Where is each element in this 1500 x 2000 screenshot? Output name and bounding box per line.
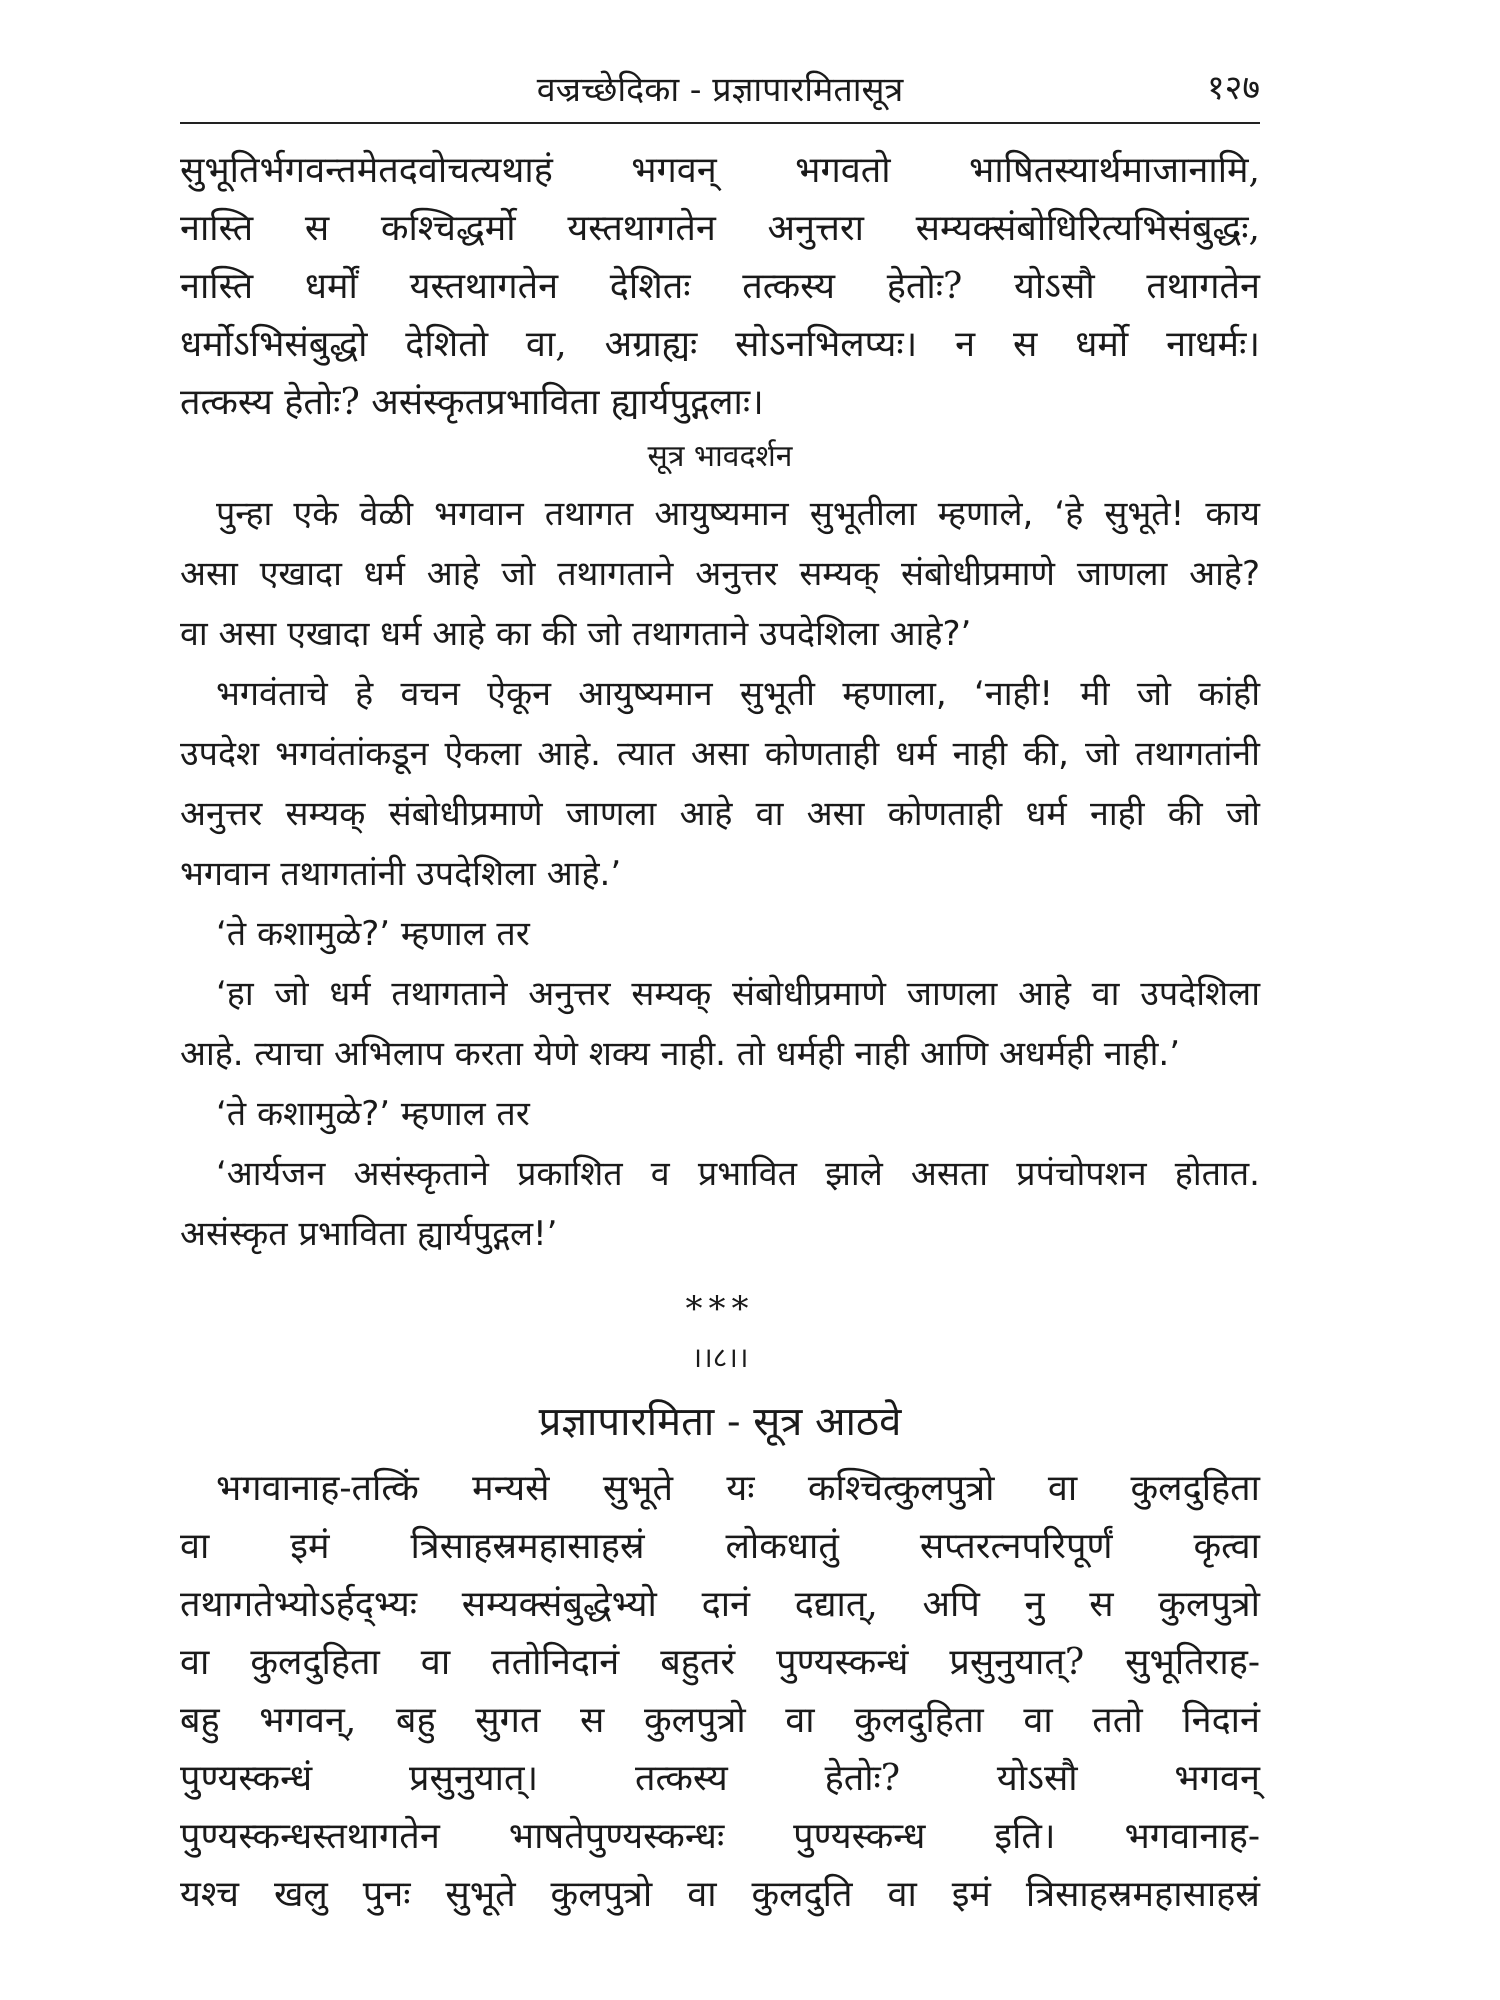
page-number: १२७ xyxy=(1206,68,1260,108)
text-line: उपदेश भगवंतांकडून ऐकला आहे. त्यात असा कोणताही धर्म नाही की, जो तथागतांनी xyxy=(180,734,1260,774)
text-line: भगवंताचे हे वचन ऐकून आयुष्यमान सुभूती म्हणाला, ‘नाही! मी जो कांही xyxy=(216,674,1260,714)
paragraph xyxy=(180,904,1260,964)
text-line: पुण्यस्कन्धस्तथागतेन भाषतेपुण्यस्कन्धः पुण्यस्कन्ध इति। भगवानाह- xyxy=(180,1816,1260,1857)
text-line: पुण्यस्कन्धं प्रसुनुयात्। तत्कस्य हेतोः? योऽसौ भगवन् xyxy=(180,1758,1260,1799)
paragraph xyxy=(180,664,1260,904)
paragraph xyxy=(180,964,1260,1084)
section-separator: *** xyxy=(685,1289,755,1329)
text-line: ‘ते कशामुळे?’ म्हणाल तर xyxy=(216,914,530,954)
paragraph xyxy=(180,484,1260,664)
text-line: ‘हा जो धर्म तथागताने अनुत्तर सम्यक् संबोधीप्रमाणे जाणला आहे वा उपदेशिला xyxy=(216,974,1260,1014)
text-line: धर्मोऽभिसंबुद्धो देशितो वा, अग्राह्यः सोऽनभिलप्यः। न स धर्मो नाधर्मः। xyxy=(180,324,1260,365)
book-page xyxy=(180,60,1260,1960)
text-line: बहु भगवन्, बहु सुगत स कुलपुत्रो वा कुलदुहिता वा ततो निदानं xyxy=(180,1700,1260,1741)
text-line: ‘ते कशामुळे?’ म्हणाल तर xyxy=(216,1094,530,1134)
sanskrit-passage-bottom xyxy=(180,1460,1260,1924)
text-line: वा इमं त्रिसाहस्रमहासाहस्रं लोकधातुं सप्तरत्नपरिपूर्णं कृत्वा xyxy=(180,1526,1260,1567)
text-line: वा कुलदुहिता वा ततोनिदानं बहुतरं पुण्यस्कन्धं प्रसुनुयात्? सुभूतिराह- xyxy=(180,1642,1260,1683)
marathi-commentary xyxy=(180,484,1260,1264)
text-line: यश्च खलु पुनः सुभूते कुलपुत्रो वा कुलदुति वा इमं त्रिसाहस्रमहासाहस्रं xyxy=(180,1874,1260,1915)
sanskrit-passage-top xyxy=(180,142,1260,432)
text-line: सुभूतिर्भगवन्तमेतदवोचत्यथाहं भगवन् भगवतो भाषितस्यार्थमाजानामि, xyxy=(180,150,1260,191)
text-line: वा असा एखादा धर्म आहे का की जो तथागताने उपदेशिला आहे?’ xyxy=(180,614,972,654)
text-line: तत्कस्य हेतोः? असंस्कृतप्रभाविता ह्यार्यपुद्गलाः। xyxy=(180,382,764,423)
text-line: भगवान तथागतांनी उपदेशिला आहे.’ xyxy=(180,854,622,894)
text-line: नास्ति स कश्चिद्धर्मो यस्तथागतेन अनुत्तरा सम्यक्संबोधिरित्यभिसंबुद्धः, xyxy=(180,208,1260,249)
text-line: ‘आर्यजन असंस्कृताने प्रकाशित व प्रभावित झाले असता प्रपंचोपशन होतात. xyxy=(216,1154,1260,1194)
verse-number: ।।८।। xyxy=(691,1341,749,1374)
text-line: नास्ति धर्मों यस्तथागतेन देशितः तत्कस्य हेतोः? योऽसौ तथागतेन xyxy=(180,266,1260,307)
text-line: असंस्कृत प्रभाविता ह्यार्यपुद्गल!’ xyxy=(180,1214,558,1254)
paragraph xyxy=(180,1084,1260,1144)
section-label: सूत्र भावदर्शन xyxy=(647,439,793,474)
running-header xyxy=(180,60,1260,124)
text-line: भगवानाह-तत्किं मन्यसे सुभूते यः कश्चित्कुलपुत्रो वा कुलदुहिता xyxy=(216,1468,1260,1509)
chapter-heading: प्रज्ञापारमिता - सूत्र आठवे xyxy=(538,1399,902,1445)
text-line: तथागतेभ्योऽर्हद्भ्यः सम्यक्संबुद्धेभ्यो दानं दद्यात्, अपि नु स कुलपुत्रो xyxy=(180,1584,1260,1625)
paragraph xyxy=(180,1144,1260,1264)
text-line: आहे. त्याचा अभिलाप करता येणे शक्य नाही. तो धर्मही नाही आणि अधर्मही नाही.’ xyxy=(180,1034,1181,1074)
text-line: अनुत्तर सम्यक् संबोधीप्रमाणे जाणला आहे वा असा कोणताही धर्म नाही की जो xyxy=(180,794,1260,834)
text-line: पुन्हा एके वेळी भगवान तथागत आयुष्यमान सुभूतीला म्हणाले, ‘हे सुभूते! काय xyxy=(216,494,1260,534)
running-title: वज्रच्छेदिका - प्रज्ञापारमितासूत्र xyxy=(536,70,904,110)
text-line: असा एखादा धर्म आहे जो तथागताने अनुत्तर सम्यक् संबोधीप्रमाणे जाणला आहे? xyxy=(180,554,1260,594)
